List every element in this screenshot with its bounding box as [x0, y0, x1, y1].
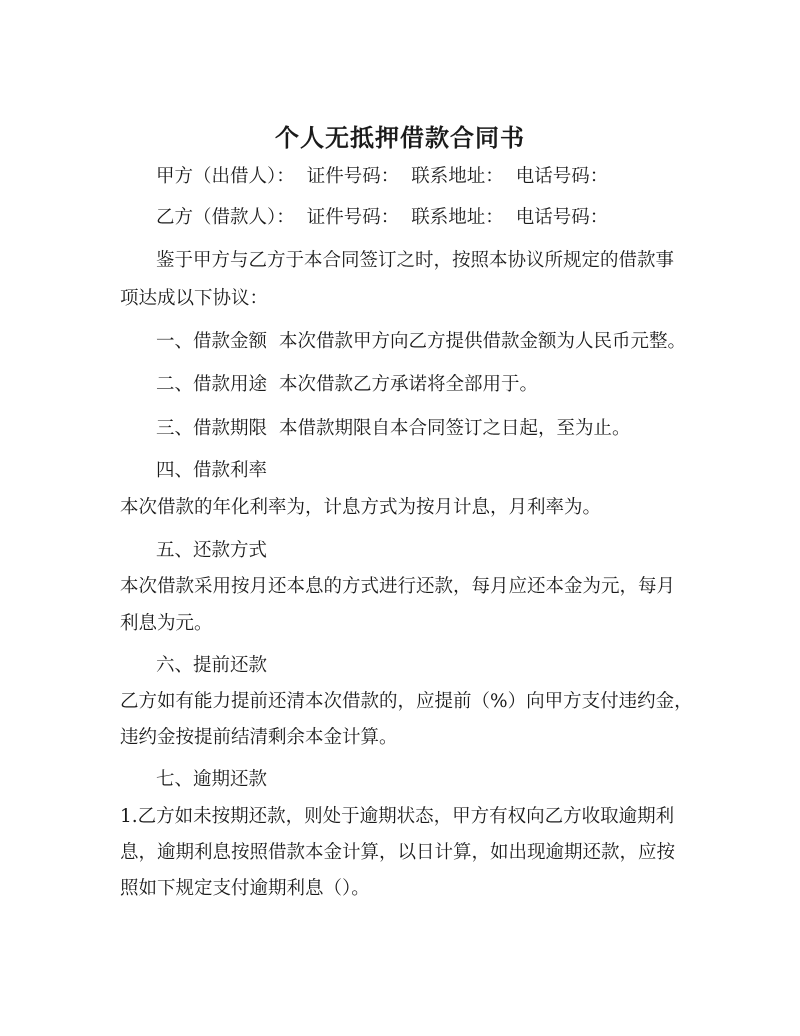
- clause-3: [156, 414, 716, 444]
- party-a-line: [156, 162, 716, 192]
- clause-7-line-3: 照如下规定支付逾期利息（）。: [120, 878, 370, 899]
- page-title: 个人无抵押借款合同书: [275, 123, 525, 152]
- party-b-address-label: 联系地址：: [411, 207, 504, 228]
- clause-2: [156, 370, 716, 400]
- preamble-line-1: 鉴于甲方与乙方于本合同签订之时，按照本协议所规定的借款事: [156, 250, 675, 271]
- party-b-id-label: 证件号码：: [306, 207, 400, 228]
- clause-2-text: 本次借款乙方承诺将全部用于。: [279, 374, 539, 395]
- clause-1-text: 本次借款甲方向乙方提供借款金额为人民币元整。: [279, 331, 687, 352]
- clause-3-text: 本借款期限自本合同签订之日起，至为止。: [279, 418, 631, 439]
- clause-6-heading: 六、提前还款: [156, 655, 268, 676]
- party-a-role: 甲方（出借人）：: [156, 166, 295, 187]
- clause-7-line-2: 息，逾期利息按照借款本金计算，以日计算，如出现逾期还款，应按: [120, 842, 676, 863]
- party-a-phone-label: 电话号码：: [515, 166, 609, 187]
- party-b-phone-label: 电话号码：: [515, 207, 609, 228]
- clause-2-heading: 二、借款用途: [156, 374, 268, 395]
- party-a-address-label: 联系地址：: [411, 166, 504, 187]
- clause-7-heading: 七、逾期还款: [156, 769, 268, 790]
- clause-3-heading: 三、借款期限: [156, 418, 268, 439]
- clause-6-line-2: 违约金按提前结清剩余本金计算。: [120, 727, 398, 748]
- clause-6-line-1: 乙方如有能力提前还清本次借款的，应提前（%）向甲方支付违约金，: [120, 691, 693, 712]
- clause-5-line-1: 本次借款采用按月还本息的方式进行还款，每月应还本金为元，每月: [120, 576, 676, 597]
- party-b-line: [156, 203, 716, 233]
- party-a-id-label: 证件号码：: [306, 166, 400, 187]
- preamble-line-2: 项达成以下协议：: [120, 288, 269, 309]
- party-b-role: 乙方（借款人）：: [156, 207, 295, 228]
- clause-1: [156, 327, 716, 357]
- clause-1-heading: 一、借款金额: [156, 331, 268, 352]
- clause-7-line-1: 1.乙方如未按期还款，则处于逾期状态，甲方有权向乙方收取逾期利: [120, 806, 675, 827]
- clause-4-heading: 四、借款利率: [156, 460, 268, 481]
- clause-4-line-1: 本次借款的年化利率为，计息方式为按月计息，月利率为。: [120, 497, 602, 518]
- clause-5-line-2: 利息为元。: [120, 613, 213, 634]
- clause-5-heading: 五、还款方式: [156, 540, 268, 561]
